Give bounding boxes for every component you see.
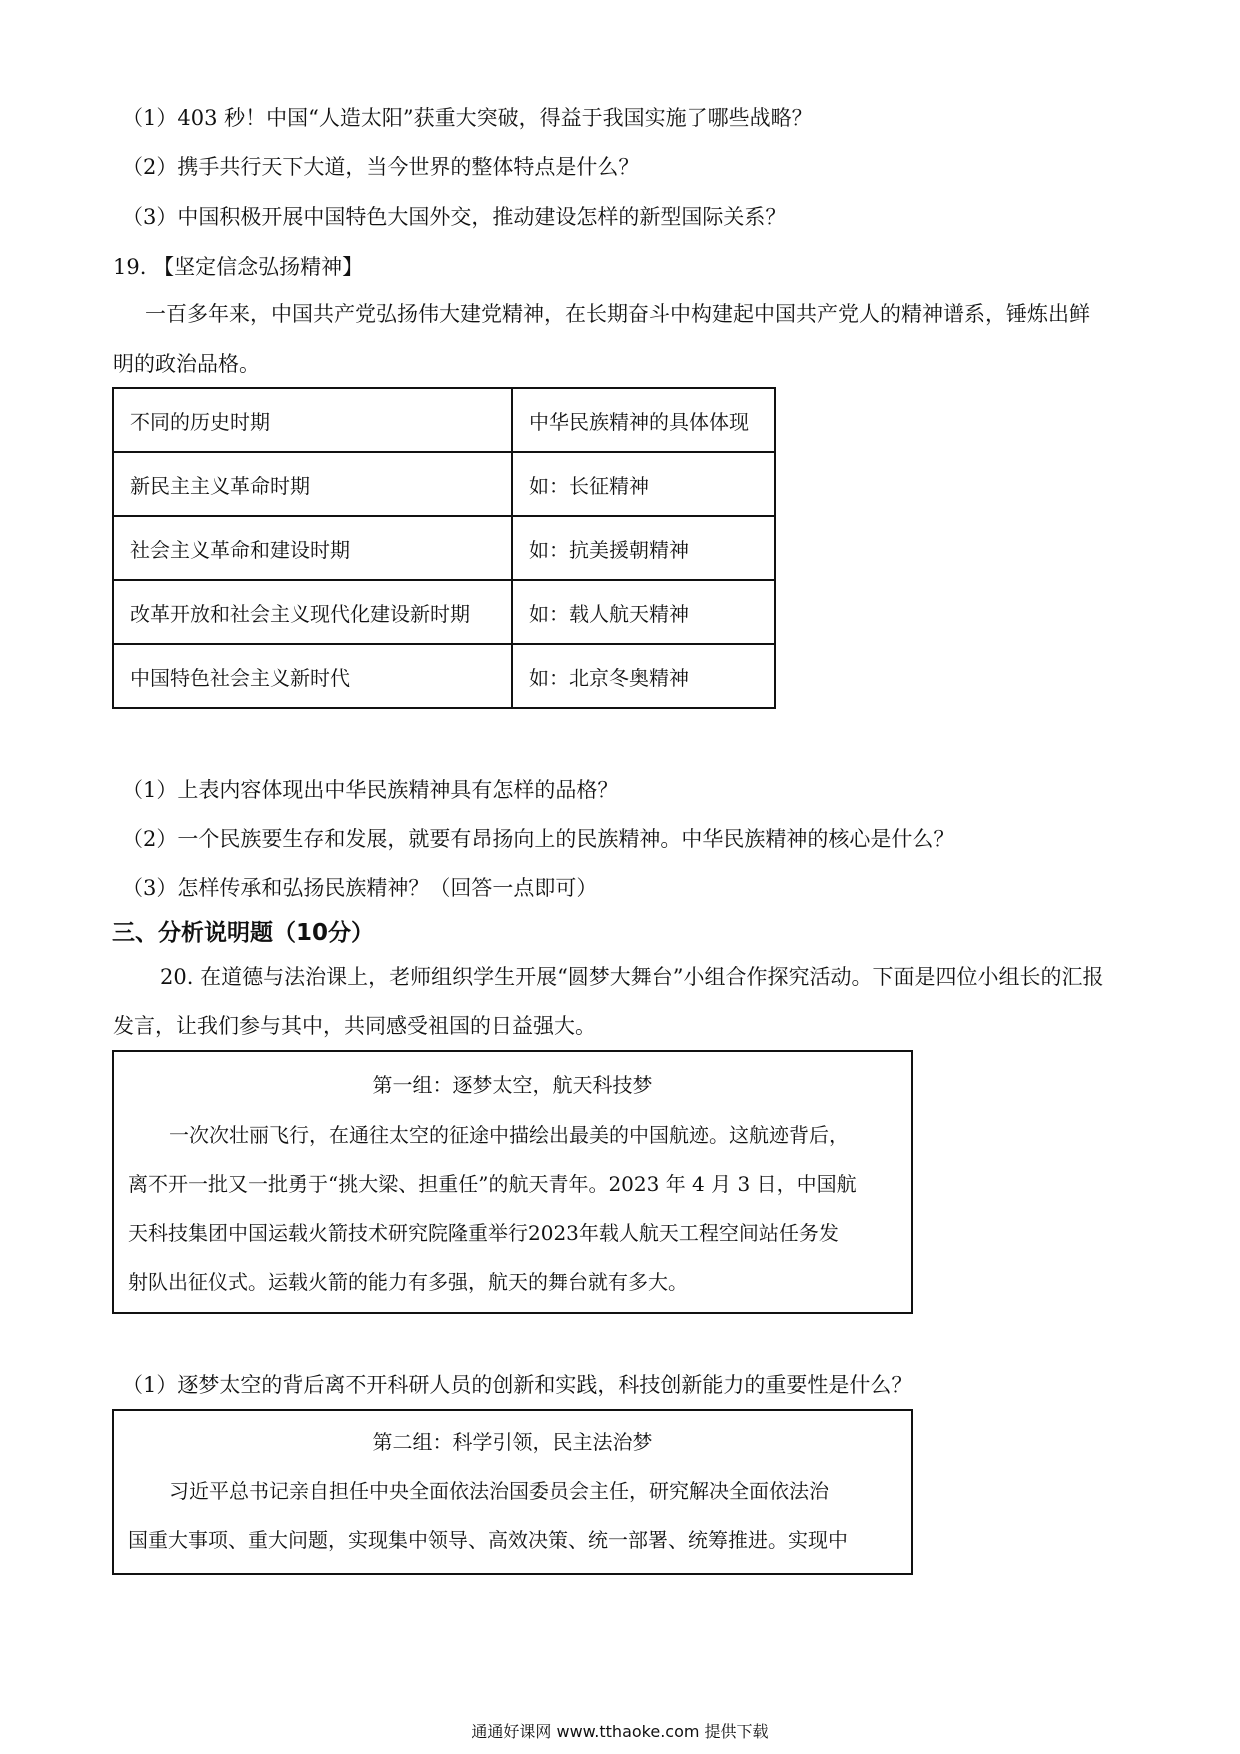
table-row — [113, 644, 775, 708]
q19-intro-line-1: 一百多年来，中国共产党弘扬伟大建党精神，在长期奋斗中构建起中国共产党人的精神谱系，锤炼出鲜 — [145, 302, 1090, 326]
q19-intro-line-2: 明的政治品格。 — [113, 352, 260, 376]
table-cell-period: 改革开放和社会主义现代化建设新时期 — [113, 580, 512, 644]
table-cell-spirit: 如：载人航天精神 — [512, 580, 775, 644]
page-footer: 通通好课网 www.tthaoke.com 提供下载 — [471, 1722, 769, 1741]
q20-intro-line-2: 发言，让我们参与其中，共同感受祖国的日益强大。 — [113, 1014, 596, 1038]
q20-intro-line-1: 20. 在道德与法治课上，老师组织学生开展“圆梦大舞台”小组合作探究活动。下面是四位小组长的汇报 — [160, 965, 1104, 989]
table-cell-spirit: 如：长征精神 — [512, 452, 775, 516]
group-1-line-4: 射队出征仪式。运载火箭的能力有多强，航天的舞台就有多大。 — [128, 1270, 688, 1294]
table-header-period: 不同的历史时期 — [113, 388, 512, 452]
group-2-title: 第二组：科学引领，民主法治梦 — [372, 1430, 653, 1454]
group-1-line-3: 天科技集团中国运载火箭技术研究院隆重举行2023年载人航天工程空间站任务发 — [128, 1221, 839, 1245]
q18-sub-1: （1）403 秒！中国“人造太阳”获重大突破，得益于我国实施了哪些战略？ — [122, 106, 813, 130]
table-cell-period: 社会主义革命和建设时期 — [113, 516, 512, 580]
table-header-row — [113, 388, 775, 452]
table-row — [113, 516, 775, 580]
table-cell-spirit: 如：北京冬奥精神 — [512, 644, 775, 708]
q19-sub-3: （3）怎样传承和弘扬民族精神？（回答一点即可） — [122, 876, 598, 900]
q20-sub-1: （1）逐梦太空的背后离不开科研人员的创新和实践，科技创新能力的重要性是什么？ — [122, 1373, 913, 1397]
q19-sub-1: （1）上表内容体现出中华民族精神具有怎样的品格？ — [122, 778, 619, 802]
group-1-box — [112, 1050, 913, 1314]
group-1-line-1: 一次次壮丽飞行，在通往太空的征途中描绘出最美的中国航迹。这航迹背后， — [169, 1123, 849, 1147]
group-2-box — [112, 1409, 913, 1575]
table-cell-period: 中国特色社会主义新时代 — [113, 644, 512, 708]
q19-sub-2: （2）一个民族要生存和发展，就要有昂扬向上的民族精神。中华民族精神的核心是什么？ — [122, 827, 955, 851]
q18-sub-3: （3）中国积极开展中国特色大国外交，推动建设怎样的新型国际关系？ — [122, 205, 787, 229]
group-2-line-1: 习近平总书记亲自担任中央全面依法治国委员会主任，研究解决全面依法治 — [169, 1479, 829, 1503]
q19-title: 19. 【坚定信念弘扬精神】 — [113, 255, 364, 279]
q18-sub-2: （2）携手共行天下大道，当今世界的整体特点是什么？ — [122, 155, 640, 179]
group-2-line-2: 国重大事项、重大问题，实现集中领导、高效决策、统一部署、统筹推进。实现中 — [128, 1528, 848, 1552]
group-1-line-2: 离不开一批又一批勇于“挑大梁、担重任”的航天青年。2023 年 4 月 3 日，中国航 — [128, 1172, 857, 1196]
table-row — [113, 580, 775, 644]
table-cell-period: 新民主主义革命时期 — [113, 452, 512, 516]
spirit-table — [112, 387, 776, 709]
section-heading: 三、分析说明题（10分） — [112, 920, 375, 946]
group-1-title: 第一组：逐梦太空，航天科技梦 — [372, 1073, 653, 1097]
table-row — [113, 452, 775, 516]
table-cell-spirit: 如：抗美援朝精神 — [512, 516, 775, 580]
table-header-spirit: 中华民族精神的具体体现 — [512, 388, 775, 452]
